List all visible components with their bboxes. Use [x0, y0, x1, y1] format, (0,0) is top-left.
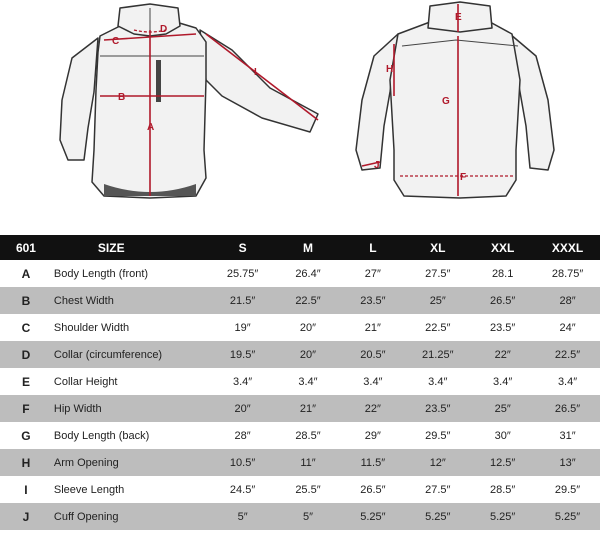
table-row: [0, 476, 600, 503]
jacket-front-view: [60, 4, 318, 198]
row-size-value: 20″: [299, 321, 317, 334]
front-collar: [118, 4, 180, 36]
row-size-value: 27.5″: [425, 267, 451, 280]
row-measure-id: G: [21, 428, 31, 443]
row-size-value: 28″: [234, 429, 251, 442]
header-size-xl: XL: [430, 240, 446, 255]
row-size-value: 25″: [429, 294, 446, 307]
table-row: [0, 503, 600, 530]
row-measure-id: F: [22, 401, 30, 416]
row-measure-name: Body Length (back): [53, 429, 150, 442]
row-size-value: 5″: [302, 510, 313, 523]
table-row: [0, 341, 600, 368]
row-size-value: 19.5″: [229, 348, 256, 361]
row-measure-id: E: [21, 374, 30, 389]
row-size-value: 22.5″: [554, 348, 581, 361]
jacket-back-view: [356, 2, 554, 198]
front-left-sleeve: [60, 38, 98, 160]
row-size-value: 26.5″: [554, 402, 581, 415]
row-size-value: 5″: [237, 510, 248, 523]
table-body: [0, 260, 600, 530]
row-size-value: 22.5″: [295, 294, 321, 307]
row-size-value: 24″: [559, 321, 576, 334]
row-size-value: 23.5″: [360, 294, 386, 307]
row-size-value: 23.5″: [489, 321, 516, 334]
header-code: 601: [15, 240, 36, 255]
row-size-value: 31″: [559, 429, 576, 442]
row-size-value: 20.5″: [360, 348, 386, 361]
row-size-value: 21″: [299, 402, 317, 415]
row-size-value: 12.5″: [489, 456, 516, 469]
jacket-measurement-diagram: [0, 0, 600, 228]
row-measure-name: Chest Width: [53, 294, 114, 307]
row-size-value: 25.5″: [295, 483, 321, 496]
row-size-value: 3.4″: [493, 375, 513, 388]
table-row: [0, 260, 600, 287]
header-size-s: S: [238, 240, 247, 255]
row-size-value: 28.1: [491, 267, 514, 280]
size-chart-table: [0, 235, 600, 530]
row-size-value: 29.5″: [425, 429, 451, 442]
row-size-value: 21.25″: [422, 348, 454, 361]
table-row: [0, 314, 600, 341]
row-measure-id: B: [21, 293, 31, 308]
row-size-value: 12″: [429, 456, 446, 469]
row-size-value: 28″: [559, 294, 576, 307]
row-size-value: 28.5″: [489, 483, 516, 496]
row-size-value: 22.5″: [425, 321, 451, 334]
row-measure-id: I: [24, 482, 28, 497]
row-measure-name: Arm Opening: [53, 456, 119, 469]
front-right-sleeve: [200, 30, 318, 132]
row-size-value: 30″: [494, 429, 511, 442]
jacket-diagram-svg: [0, 0, 600, 228]
row-measure-name: Collar Height: [53, 375, 118, 388]
row-size-value: 5.25″: [425, 510, 451, 523]
row-size-value: 23.5″: [425, 402, 451, 415]
label-j: J: [374, 160, 380, 171]
row-measure-name: Body Length (front): [53, 267, 149, 280]
row-size-value: 11.5″: [360, 456, 386, 469]
row-size-value: 25″: [494, 402, 511, 415]
row-size-value: 26.5″: [489, 294, 516, 307]
row-size-value: 26.4″: [295, 267, 321, 280]
row-size-value: 5.25″: [360, 510, 386, 523]
row-measure-name: Hip Width: [53, 402, 102, 415]
row-size-value: 20″: [299, 348, 317, 361]
label-f: F: [460, 172, 467, 183]
row-size-value: 5.25″: [489, 510, 516, 523]
header-size: SIZE: [97, 240, 125, 255]
row-size-value: 25.75″: [226, 267, 259, 280]
label-g: G: [442, 96, 450, 107]
table-row: [0, 395, 600, 422]
table-row: [0, 287, 600, 314]
row-size-value: 29″: [364, 429, 381, 442]
row-size-value: 20″: [234, 402, 251, 415]
row-size-value: 28.5″: [295, 429, 321, 442]
row-measure-id: A: [21, 266, 31, 281]
header-size-xxl: XXL: [491, 240, 515, 255]
row-size-value: 3.4″: [428, 375, 448, 388]
table-row: [0, 422, 600, 449]
label-a: A: [147, 122, 155, 133]
table-row: [0, 449, 600, 476]
row-measure-name: Collar (circumference): [53, 348, 163, 361]
row-size-value: 22″: [494, 348, 511, 361]
label-b: B: [118, 92, 126, 103]
front-body: [92, 22, 206, 198]
row-size-value: 21″: [364, 321, 381, 334]
row-size-value: 3.4″: [363, 375, 383, 388]
row-measure-name: Sleeve Length: [53, 483, 125, 496]
row-size-value: 27.5″: [425, 483, 451, 496]
row-size-value: 29.5″: [554, 483, 581, 496]
row-size-value: 24.5″: [229, 483, 256, 496]
row-size-value: 27″: [364, 267, 381, 280]
row-size-value: 19″: [234, 321, 251, 334]
label-i: I: [254, 67, 257, 78]
table-header-row: [0, 235, 600, 260]
row-size-value: 5.25″: [554, 510, 581, 523]
label-d: D: [160, 24, 168, 35]
row-size-value: 3.4″: [557, 375, 578, 388]
row-measure-name: Cuff Opening: [53, 510, 119, 523]
header-size-l: L: [369, 240, 377, 255]
row-measure-id: J: [22, 509, 30, 524]
table-row: [0, 368, 600, 395]
row-measure-id: C: [21, 320, 31, 335]
row-size-value: 28.75″: [551, 267, 584, 280]
header-size-m: M: [303, 240, 314, 255]
back-body: [390, 22, 520, 198]
row-size-value: 10.5″: [229, 456, 256, 469]
row-measure-id: H: [21, 455, 31, 470]
row-size-value: 3.4″: [232, 375, 253, 388]
row-size-value: 21.5″: [229, 294, 256, 307]
label-e: E: [455, 12, 462, 23]
label-h: H: [386, 64, 394, 75]
row-measure-id: D: [21, 347, 31, 362]
header-size-xxxl: XXXL: [551, 240, 584, 255]
label-c: C: [112, 36, 120, 47]
row-size-value: 3.4″: [298, 375, 318, 388]
row-measure-name: Shoulder Width: [53, 321, 130, 334]
row-size-value: 11″: [300, 456, 316, 469]
row-size-value: 13″: [559, 456, 576, 469]
row-size-value: 22″: [364, 402, 381, 415]
row-size-value: 26.5″: [360, 483, 386, 496]
